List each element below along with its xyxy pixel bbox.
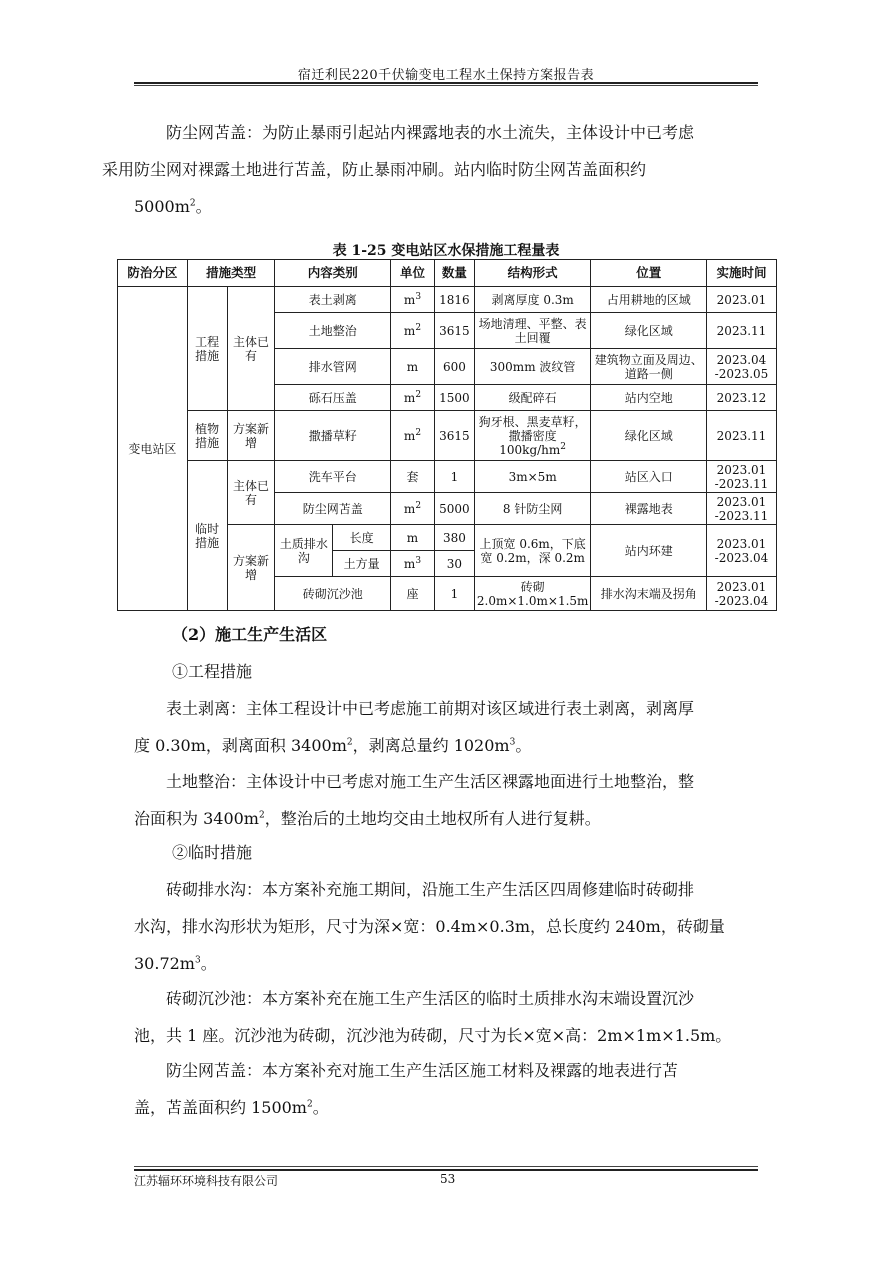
qty-cell: 1 [434,577,474,611]
qty-cell: 600 [434,349,474,385]
zone-cell: 变电站区 [118,287,188,611]
qty-cell: 1500 [434,385,474,411]
header-location: 位置 [591,260,707,287]
plant-type-cell: 植物措施 [187,411,227,461]
time-cell: 2023.01 -2023.04 [706,577,776,611]
intro-line-2: 采用防尘网对裸露土地进行苫盖，防止暴雨冲刷。站内临时防尘网苫盖面积约 [102,160,647,179]
unit-cell: $m^2$ [391,313,435,349]
header-rule [134,82,758,84]
qty-cell: 3615 [434,313,474,349]
content-cell: 土方量 [333,551,391,577]
structure-cell: 场地清理、平整、表土回覆 [474,313,591,349]
footer-rule [134,1169,758,1171]
content-cell: 砾石压盖 [275,385,391,411]
header-rule-thin [134,85,758,86]
table-row [118,461,777,493]
intro-line-3: $5000m^2$。 [134,197,212,216]
time-cell: 2023.11 [706,411,776,461]
section-heading: （2）施工生产生活区 [172,625,328,644]
pond-paragraph: 砖砌沉沙池：本方案补充在施工生产生活区的临时土质排水沟末端设置沉沙 池，共 1 座。沉沙池为砖砌，沉沙池为砖砌，尺寸为长×宽×高：2m×1m×1.5m。 [134,989,732,1045]
content-cell: 土地整治 [275,313,391,349]
header-qty: 数量 [434,260,474,287]
table-caption: 表 1-25 变电站区水保措施工程量表 [332,243,560,259]
unit-cell: 套 [391,461,435,493]
structure-cell: 8 针防尘网 [474,493,591,525]
time-cell: 2023.01 [706,287,776,313]
qty-cell: 380 [434,525,474,551]
unit-cell: $m^2$ [391,385,435,411]
structure-cell: 3m×5m [474,461,591,493]
intro-line-1: 防尘网苫盖：为防止暴雨引起站内裸露地表的水土流失，主体设计中已考虑 [166,123,695,142]
measures-table [117,259,777,611]
main-existing-cell: 主体已有 [227,287,275,411]
page-header-title: 宿迁利民220千伏输变电工程水土保持方案报告表 [297,68,595,83]
header-content: 内容类别 [275,260,391,287]
header-structure: 结构形式 [474,260,591,287]
location-cell: 绿化区域 [591,313,707,349]
location-cell: 排水沟末端及拐角 [591,577,707,611]
unit-cell: m [391,349,435,385]
location-cell: 站内空地 [591,385,707,411]
table-header-row [118,260,777,287]
footer-company: 江苏辐环环境科技有限公司 [134,1174,279,1188]
unit-cell: 座 [391,577,435,611]
content-cell: 撒播草籽 [275,411,391,461]
page-number: 53 [440,1172,456,1186]
topsoil-paragraph: 表土剥离：主体工程设计中已考虑施工前期对该区域进行表土剥离，剥离厚 度 0.30m，剥离面积 $3400m^2$，剥离总量约 $1020m^3$。 [134,699,695,755]
ditch-paragraph: 砖砌排水沟：本方案补充施工期间，沿施工生产生活区四周修建临时砖砌排 水沟，排水沟形状为矩形，尺寸为深×宽：0.4m×0.3m，总长度约 240m，砖砌量 $30.72m^3$。 [134,880,725,973]
location-cell: 绿化区域 [591,411,707,461]
footer-rule-thin [134,1166,758,1167]
header-time: 实施时间 [706,260,776,287]
unit-cell: $m^3$ [391,287,435,313]
eng-type-cell: 工程措施 [187,287,227,411]
qty-cell: 1 [434,461,474,493]
structure-cell: 剥离厚度 0.3m [474,287,591,313]
temp-type-cell: 临时措施 [187,461,227,611]
content-cell: 防尘网苫盖 [275,493,391,525]
plan-added-cell-2: 方案新增 [227,525,275,611]
structure-cell: 上顶宽 0.6m，下底宽 0.2m，深 0.2m [474,525,591,577]
table-row [118,411,777,461]
structure-cell: 300mm 波纹管 [474,349,591,385]
temp-measures-heading: ②临时措施 [172,843,253,862]
time-cell: 2023.04 -2023.05 [706,349,776,385]
location-cell: 裸露地表 [591,493,707,525]
location-cell: 建筑物立面及周边、道路一侧 [591,349,707,385]
net-paragraph: 防尘网苫盖：本方案补充对施工生产生活区施工材料及裸露的地表进行苫 盖，苫盖面积约 $1500m^2$。 [134,1061,679,1117]
location-cell: 占用耕地的区域 [591,287,707,313]
unit-cell: $m^2$ [391,411,435,461]
intro-paragraph [102,114,758,225]
time-cell: 2023.01 -2023.11 [706,461,776,493]
plan-added-cell: 方案新增 [227,411,275,461]
location-cell: 站区入口 [591,461,707,493]
time-cell: 2023.01 -2023.11 [706,493,776,525]
time-cell: 2023.01 -2023.04 [706,525,776,577]
unit-cell: m [391,525,435,551]
time-cell: 2023.12 [706,385,776,411]
location-cell: 站内环建 [591,525,707,577]
structure-cell: 砖砌 2.0m×1.0m×1.5m [474,577,591,611]
qty-cell: 3615 [434,411,474,461]
qty-cell: 30 [434,551,474,577]
main-existing-cell-2: 主体已有 [227,461,275,525]
unit-cell: $m^3$ [391,551,435,577]
header-measure-type: 措施类型 [187,260,275,287]
content-cell: 洗车平台 [275,461,391,493]
time-cell: 2023.11 [706,313,776,349]
eng-measures-heading: ①工程措施 [172,662,253,681]
structure-cell: 级配碎石 [474,385,591,411]
ditch-group-cell: 土质排水沟 [275,525,333,577]
structure-cell: 狗牙根、黑麦草籽，撒播密度 $100kg/hm^2$ [474,411,591,461]
qty-cell: 5000 [434,493,474,525]
table-row [118,287,777,313]
content-cell: 砖砌沉沙池 [275,577,391,611]
unit-cell: $m^2$ [391,493,435,525]
header-unit: 单位 [391,260,435,287]
content-cell: 长度 [333,525,391,551]
qty-cell: 1816 [434,287,474,313]
header-zone: 防治分区 [118,260,188,287]
land-paragraph: 土地整治：主体设计中已考虑对施工生产生活区裸露地面进行土地整治，整 治面积为 $3400m^2$，整治后的土地均交由土地权所有人进行复耕。 [134,772,695,828]
content-cell: 表土剥离 [275,287,391,313]
content-cell: 排水管网 [275,349,391,385]
